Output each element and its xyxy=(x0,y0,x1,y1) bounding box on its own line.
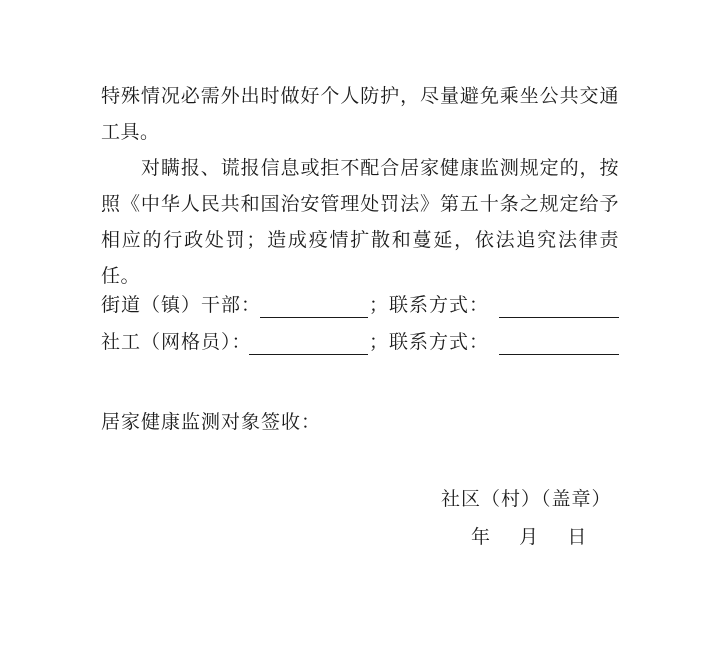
street-cadre-blank[interactable] xyxy=(260,291,368,318)
contact-blank-1[interactable] xyxy=(499,291,619,318)
signature-label: 居家健康监测对象签收： xyxy=(101,411,322,433)
street-cadre-label: 街道（镇）干部： xyxy=(101,294,262,316)
date-line: 年 月 日 xyxy=(471,526,588,548)
social-worker-label: 社工（网格员）： xyxy=(101,331,252,353)
paragraph-penalty-notice: 对瞒报、谎报信息或拒不配合居家健康监测规定的，按照《中华人民共和国治安管理处罚法》第五十条之规定给予相应的行政处罚；造成疫情扩散和蔓延，依法追究法律责任。 xyxy=(101,157,619,287)
contact-blank-2[interactable] xyxy=(499,328,619,355)
community-seal: 社区（村）（盖章） xyxy=(441,488,612,510)
social-worker-blank[interactable] xyxy=(249,328,368,355)
contact-label-1: ；联系方式： xyxy=(369,294,490,316)
contact-label-2: ；联系方式： xyxy=(369,331,490,353)
paragraph-protection-notice: 特殊情况必需外出时做好个人防护，尽量避免乘坐公共交通工具。 xyxy=(101,85,619,143)
